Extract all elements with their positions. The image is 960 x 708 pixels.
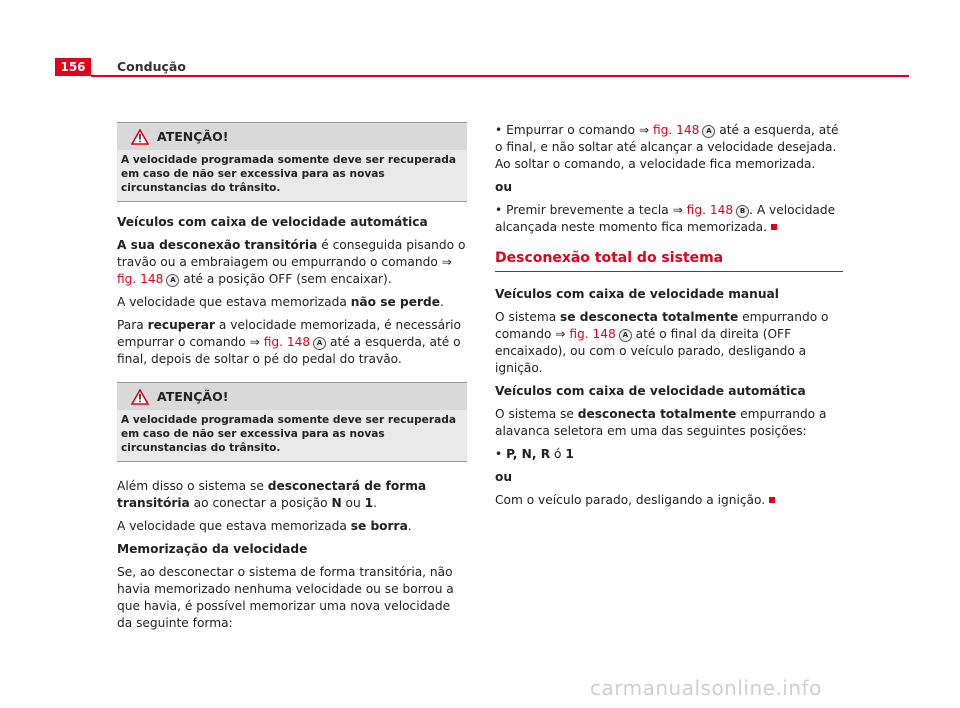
text: A velocidade que estava memorizada bbox=[117, 519, 351, 533]
section-title: Desconexão total do sistema bbox=[495, 250, 843, 272]
paragraph bbox=[117, 294, 467, 311]
text: até a esquerda, até o final, depois de soltar o pé do pedal do travão. bbox=[117, 335, 461, 366]
text: até a esquerda, até o final, e não soltar até alcançar a velocidade desejada. Ao soltar o comando, a velocidade fica memorizada. bbox=[495, 123, 839, 171]
text: • bbox=[495, 447, 507, 461]
paragraph bbox=[117, 317, 467, 368]
bold-term: recuperar bbox=[147, 318, 216, 332]
end-mark-icon bbox=[769, 497, 775, 503]
text: ó bbox=[550, 447, 566, 461]
bold-term: não se perde bbox=[350, 295, 440, 309]
figure-link[interactable]: fig. 148 bbox=[263, 335, 311, 349]
bullet-item bbox=[495, 122, 845, 173]
figure-link[interactable]: fig. 148 bbox=[569, 327, 616, 341]
text: Com o veículo parado, desligando a ignição. bbox=[495, 493, 766, 507]
paragraph bbox=[495, 406, 845, 440]
subheading: Veículos com caixa de velocidade automática bbox=[117, 215, 428, 229]
figure-link[interactable]: fig. 148 bbox=[652, 123, 700, 137]
paragraph bbox=[117, 237, 467, 288]
chapter-title: Condução bbox=[117, 59, 186, 74]
bold-term: desconectará de forma transitória bbox=[117, 479, 427, 510]
warning-text: A velocidade programada somente deve ser recuperada em caso de não ser excessiva para as novas circunstancias do trânsito. bbox=[117, 150, 467, 201]
text: O sistema bbox=[495, 310, 561, 324]
header-rule bbox=[91, 75, 909, 77]
text: Além disso o sistema se bbox=[117, 479, 268, 493]
warning-title: ATENÇÃO! bbox=[157, 389, 229, 404]
bold-term: 1 bbox=[565, 447, 574, 461]
bold-term: desconecta totalmente bbox=[577, 407, 737, 421]
or-label: ou bbox=[495, 180, 513, 194]
subheading: Veículos com caixa de velocidade automática bbox=[495, 384, 806, 398]
text: • Empurrar o comando ⇒ bbox=[495, 123, 653, 137]
text: A velocidade que estava memorizada bbox=[117, 295, 351, 309]
text: . bbox=[373, 496, 377, 510]
warning-triangle-icon bbox=[131, 129, 149, 145]
text: ou bbox=[341, 496, 365, 510]
bold-term: A sua desconexão transitória bbox=[117, 238, 318, 252]
text: ao conectar a posição bbox=[189, 496, 332, 510]
or-label: ou bbox=[495, 470, 513, 484]
paragraph: Se, ao desconectar o sistema de forma transitória, não havia memorizado nenhuma velocidade ou se borrou a que havia, é possível memorizar uma nova velocidade da seguinte forma: bbox=[117, 565, 454, 630]
paragraph bbox=[117, 518, 467, 535]
warning-text: A velocidade programada somente deve ser recuperada em caso de não ser excessiva para as novas circunstancias do trânsito. bbox=[117, 410, 467, 461]
warning-title: ATENÇÃO! bbox=[157, 129, 229, 144]
watermark: carmanualsonline.info bbox=[590, 676, 822, 700]
bullet-item bbox=[495, 446, 845, 463]
figure-link[interactable]: fig. 148 bbox=[686, 203, 734, 217]
text: . bbox=[407, 519, 412, 533]
text: empurrando o comando ⇒ bbox=[495, 310, 829, 341]
bullet-item bbox=[495, 202, 845, 236]
text: até a posição OFF (sem encaixar). bbox=[179, 272, 392, 286]
paragraph bbox=[495, 492, 845, 509]
text: empurrando a alavanca seletora em uma das seguintes posições: bbox=[495, 407, 827, 438]
bold-term: se desconecta totalmente bbox=[560, 310, 739, 324]
figure-callout-badge: B bbox=[736, 205, 749, 218]
text: até o final da direita (OFF encaixado), ou com o veículo parado, desligando a ignição. bbox=[495, 327, 807, 375]
figure-link[interactable]: fig. 148 bbox=[117, 272, 164, 286]
end-mark-icon bbox=[771, 224, 777, 230]
warning-header bbox=[117, 383, 467, 410]
text: • Premir brevemente a tecla ⇒ bbox=[495, 203, 687, 217]
right-column bbox=[495, 122, 845, 515]
text: . A velocidade alcançada neste momento fica memorizada. bbox=[495, 203, 836, 234]
text: a velocidade memorizada, é necessário empurrar o comando ⇒ bbox=[117, 318, 461, 349]
subheading: Veículos com caixa de velocidade manual bbox=[495, 287, 779, 301]
warning-triangle-icon bbox=[131, 389, 149, 405]
bold-term: se borra bbox=[350, 519, 408, 533]
warning-box bbox=[117, 382, 467, 462]
text: . bbox=[439, 295, 444, 309]
text: O sistema se bbox=[495, 407, 578, 421]
left-column bbox=[117, 122, 467, 638]
bold-term: 1 bbox=[364, 496, 374, 510]
text: é conseguida pisando o travão ou a embraiagem ou empurrando o comando ⇒ bbox=[117, 238, 466, 269]
page-number: 156 bbox=[55, 58, 91, 76]
figure-callout-badge: A bbox=[619, 329, 632, 342]
bold-term: P, N, R bbox=[506, 447, 551, 461]
paragraph bbox=[117, 478, 467, 512]
paragraph bbox=[495, 309, 845, 377]
figure-callout-badge: A bbox=[166, 274, 179, 287]
warning-box bbox=[117, 122, 467, 202]
warning-header bbox=[117, 123, 467, 150]
subheading: Memorização da velocidade bbox=[117, 542, 308, 556]
figure-callout-badge: A bbox=[313, 337, 326, 350]
text: Para bbox=[117, 318, 148, 332]
figure-callout-badge: A bbox=[702, 125, 715, 138]
bold-term: N bbox=[331, 496, 342, 510]
